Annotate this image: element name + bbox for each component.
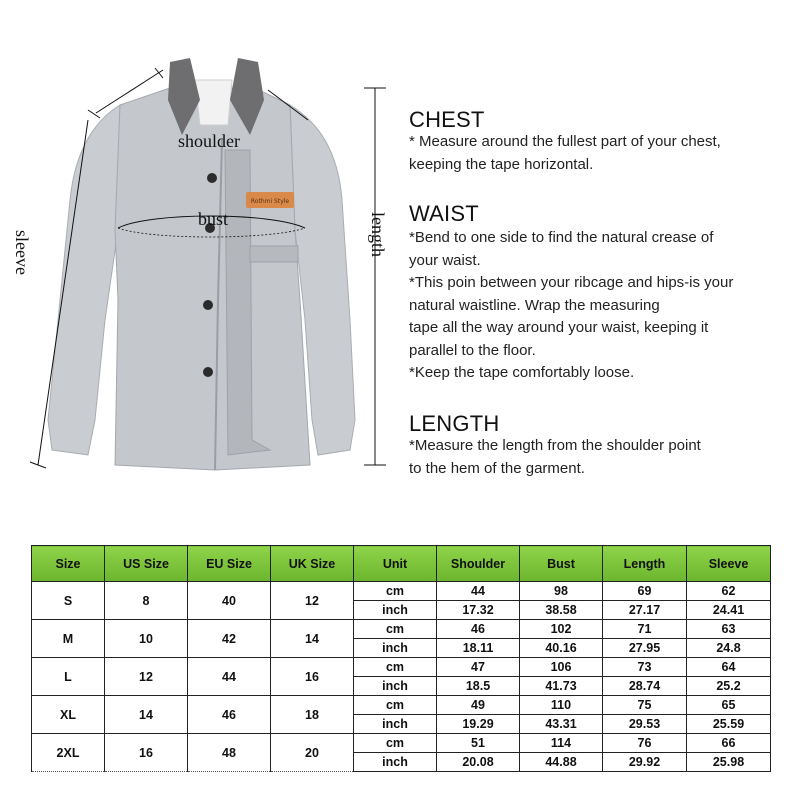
bust-cell: 114 [520,734,603,753]
uk-size-cell: 12 [271,582,354,620]
waist-line-3: *This poin between your ribcage and hips-is your [409,274,734,291]
shoulder-cell: 44 [437,582,520,601]
waist-line-1: *Bend to one side to find the natural crease of [409,229,714,246]
table-row [32,620,771,639]
unit-cell: inch [354,639,437,658]
header-bust: Bust [520,546,603,582]
left-sleeve [48,105,120,455]
size-cell: 2XL [32,734,105,772]
waist-line-2: your waist. [409,251,481,269]
jacket-measurement-figure [0,50,400,490]
chest-title: CHEST [409,107,485,132]
shirt-neck [195,80,232,125]
shoulder-cell: 18.5 [437,677,520,696]
button-1 [207,173,217,183]
bust-cell: 38.58 [520,601,603,620]
sleeve-cell: 66 [687,734,771,753]
table-header-row [32,546,771,582]
waist-line-6: parallel to the floor. [409,341,536,359]
unit-cell: cm [354,658,437,677]
chest-line-1: * Measure around the fullest part of your chest, [409,133,721,150]
size-cell: S [32,582,105,620]
length-cell: 75 [603,696,687,715]
waist-title: WAIST [409,201,479,226]
button-3 [203,300,213,310]
length-cell: 71 [603,620,687,639]
us-size-cell: 8 [105,582,188,620]
table-row [32,696,771,715]
sleeve-cell: 24.8 [687,639,771,658]
unit-cell: cm [354,582,437,601]
shoulder-cell: 46 [437,620,520,639]
sleeve-cell: 25.98 [687,753,771,772]
shoulder-cell: 18.11 [437,639,520,658]
uk-size-cell: 20 [271,734,354,772]
button-4 [203,367,213,377]
length-line-2: to the hem of the garment. [409,459,585,477]
waist-description [409,227,733,385]
table-row [32,582,771,601]
length-title: LENGTH [409,411,500,436]
us-size-cell: 14 [105,696,188,734]
unit-cell: cm [354,696,437,715]
sleeve-cell: 24.41 [687,601,771,620]
header-sleeve: Sleeve [687,546,771,582]
size-cell: L [32,658,105,696]
waist-line-5: tape all the way around your waist, keeping it [409,319,709,336]
header-uk-size: UK Size [271,546,354,582]
bust-cell: 43.31 [520,715,603,734]
uk-size-cell: 16 [271,658,354,696]
bust-label: bust [198,209,229,229]
length-cell: 29.53 [603,715,687,734]
length-cell: 28.74 [603,677,687,696]
bust-cell: 40.16 [520,639,603,658]
length-cell: 27.95 [603,639,687,658]
waist-line-4: natural waistline. Wrap the measuring [409,296,660,314]
bust-cell: 41.73 [520,677,603,696]
shoulder-cell: 49 [437,696,520,715]
sleeve-label: sleeve [12,230,32,275]
header-size: Size [32,546,105,582]
us-size-cell: 10 [105,620,188,658]
size-cell: M [32,620,105,658]
eu-size-cell: 40 [188,582,271,620]
shoulder-label: shoulder [178,131,240,151]
length-cell: 73 [603,658,687,677]
length-label: length [368,212,388,257]
length-cell: 29.92 [603,753,687,772]
unit-cell: inch [354,715,437,734]
eu-size-cell: 42 [188,620,271,658]
length-description [409,435,701,480]
table-row [32,658,771,677]
chest-line-2: keeping the tape horizontal. [409,155,594,173]
brand-badge-text: Rothmi Style [250,198,290,205]
size-chart-table [31,545,771,772]
uk-size-cell: 14 [271,620,354,658]
table-row [32,734,771,753]
size-cell: XL [32,696,105,734]
sleeve-cell: 62 [687,582,771,601]
header-us-size: US Size [105,546,188,582]
eu-size-cell: 48 [188,734,271,772]
waist-line-7: *Keep the tape comfortably loose. [409,364,635,381]
header-eu-size: EU Size [188,546,271,582]
shoulder-cell: 47 [437,658,520,677]
shoulder-measure-tick-right [155,68,163,78]
bust-cell: 102 [520,620,603,639]
bust-cell: 98 [520,582,603,601]
chest-pocket [250,246,298,262]
eu-size-cell: 46 [188,696,271,734]
shoulder-cell: 19.29 [437,715,520,734]
sleeve-cell: 65 [687,696,771,715]
length-line-1: *Measure the length from the shoulder point [409,437,701,454]
shoulder-cell: 51 [437,734,520,753]
header-length: Length [603,546,687,582]
unit-cell: inch [354,601,437,620]
us-size-cell: 16 [105,734,188,772]
sleeve-cell: 25.59 [687,715,771,734]
bust-cell: 106 [520,658,603,677]
unit-cell: inch [354,677,437,696]
unit-cell: cm [354,734,437,753]
unit-cell: cm [354,620,437,639]
shoulder-cell: 20.08 [437,753,520,772]
eu-size-cell: 44 [188,658,271,696]
unit-cell: inch [354,753,437,772]
header-shoulder: Shoulder [437,546,520,582]
header-unit: Unit [354,546,437,582]
sleeve-cell: 63 [687,620,771,639]
length-cell: 76 [603,734,687,753]
shoulder-cell: 17.32 [437,601,520,620]
bust-cell: 44.88 [520,753,603,772]
bust-cell: 110 [520,696,603,715]
us-size-cell: 12 [105,658,188,696]
sleeve-cell: 64 [687,658,771,677]
length-cell: 27.17 [603,601,687,620]
chest-description [409,131,721,176]
uk-size-cell: 18 [271,696,354,734]
length-cell: 69 [603,582,687,601]
sleeve-cell: 25.2 [687,677,771,696]
